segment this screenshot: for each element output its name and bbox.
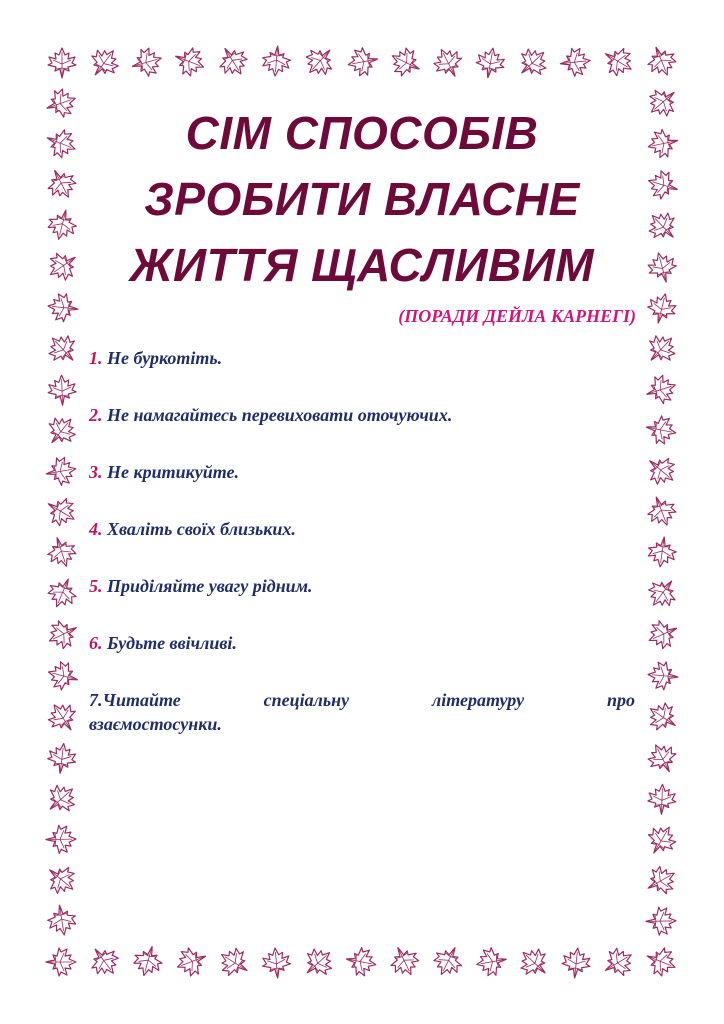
maple-leaf-icon xyxy=(41,492,81,531)
maple-leaf-icon xyxy=(647,660,679,691)
tip-number: 7. xyxy=(89,690,103,710)
tip-text: Не намагайтесь перевиховати оточуючих. xyxy=(107,405,453,425)
maple-leaf-icon xyxy=(512,42,553,83)
title-line-2: ЗРОБИТИ ВЛАСНЕ xyxy=(144,173,580,225)
maple-leaf-icon xyxy=(647,784,676,815)
tip-text: Приділяйте увагу рідним. xyxy=(107,576,313,596)
maple-leaf-icon xyxy=(643,697,684,737)
maple-leaf-icon xyxy=(46,825,76,854)
maple-leaf-icon xyxy=(429,941,468,980)
tip-continuation: взаємостосунки. xyxy=(89,714,222,734)
tip-text: Читайте xyxy=(102,690,181,710)
maple-leaf-icon xyxy=(171,43,209,80)
list-item xyxy=(89,460,635,484)
maple-leaf-icon xyxy=(642,943,680,980)
tip-word xyxy=(89,688,181,712)
maple-leaf-icon xyxy=(41,779,82,820)
page-title xyxy=(80,100,644,298)
maple-leaf-icon xyxy=(44,455,78,488)
tip-word: спеціальну xyxy=(263,690,350,710)
maple-leaf-icon xyxy=(646,907,676,936)
maple-leaf-icon xyxy=(48,375,77,406)
list-item xyxy=(89,688,635,736)
maple-leaf-icon xyxy=(643,42,680,80)
maple-leaf-icon xyxy=(42,164,81,203)
maple-leaf-icon xyxy=(42,125,80,162)
maple-leaf-icon xyxy=(641,861,681,900)
maple-leaf-icon xyxy=(46,742,77,775)
tip-word: літературу xyxy=(432,690,525,710)
tip-number: 4. xyxy=(89,519,103,539)
maple-leaf-icon xyxy=(45,658,81,693)
maple-leaf-icon xyxy=(641,450,682,491)
maple-leaf-icon xyxy=(644,413,679,446)
tip-text: Не критикуйте. xyxy=(107,462,240,482)
tip-first-line xyxy=(89,688,635,712)
tip-number: 2. xyxy=(89,405,103,425)
maple-leaf-icon xyxy=(47,292,80,323)
maple-leaf-icon xyxy=(299,41,340,82)
tip-text: Хваліть своїх близьких. xyxy=(107,519,296,539)
maple-leaf-icon xyxy=(644,615,683,653)
maple-leaf-icon xyxy=(213,41,253,81)
maple-leaf-icon xyxy=(346,45,381,78)
maple-leaf-icon xyxy=(45,207,79,243)
maple-leaf-icon xyxy=(42,329,83,370)
maple-leaf-icon xyxy=(84,941,124,982)
maple-leaf-icon xyxy=(642,573,682,614)
maple-leaf-icon xyxy=(46,903,78,937)
title-line-3: ЖИТТЯ ЩАСЛИВИМ xyxy=(129,239,595,291)
maple-leaf-icon xyxy=(48,48,76,78)
maple-leaf-icon xyxy=(642,82,683,123)
tip-word: про xyxy=(606,690,635,710)
maple-leaf-icon xyxy=(344,945,379,978)
maple-leaf-icon xyxy=(84,42,124,83)
maple-leaf-icon xyxy=(128,45,165,80)
maple-leaf-icon xyxy=(641,329,682,370)
tip-number: 5. xyxy=(89,576,103,596)
tip-number: 1. xyxy=(89,348,103,368)
tip-number: 6. xyxy=(89,633,103,653)
tips-list xyxy=(89,346,635,769)
maple-leaf-icon xyxy=(41,859,82,900)
maple-leaf-icon xyxy=(44,533,80,570)
subtitle: (ПОРАДИ ДЕЙЛА КАРНЕГІ) xyxy=(398,306,636,326)
maple-leaf-icon xyxy=(643,492,680,530)
list-item xyxy=(89,517,635,541)
maple-leaf-icon xyxy=(43,246,84,286)
maple-leaf-icon xyxy=(645,167,682,203)
maple-leaf-icon xyxy=(386,43,425,81)
maple-leaf-icon xyxy=(298,942,339,983)
maple-leaf-icon xyxy=(645,127,680,161)
maple-leaf-icon xyxy=(646,535,678,569)
maple-leaf-icon xyxy=(46,948,76,976)
list-item xyxy=(89,403,635,427)
maple-leaf-icon xyxy=(261,947,292,979)
maple-leaf-icon xyxy=(561,947,592,980)
maple-leaf-icon xyxy=(474,46,507,80)
maple-leaf-icon xyxy=(42,85,79,121)
maple-leaf-icon xyxy=(130,943,165,980)
maple-leaf-icon xyxy=(429,43,468,82)
maple-leaf-icon xyxy=(474,945,508,978)
maple-leaf-icon xyxy=(645,290,679,326)
maple-leaf-icon xyxy=(645,249,680,285)
maple-leaf-icon xyxy=(41,410,82,451)
maple-leaf-icon xyxy=(43,697,83,738)
maple-leaf-icon xyxy=(385,941,423,980)
maple-leaf-icon xyxy=(514,942,555,983)
maple-leaf-icon xyxy=(559,47,592,78)
maple-leaf-icon xyxy=(172,943,210,980)
maple-leaf-icon xyxy=(44,574,81,613)
list-item xyxy=(89,346,635,370)
title-line-1: СІМ СПОСОБІВ xyxy=(185,107,539,159)
tip-text: Не буркотіть. xyxy=(107,348,223,368)
maple-leaf-icon xyxy=(261,45,292,77)
maple-leaf-icon xyxy=(598,943,638,982)
tip-number: 3. xyxy=(89,462,103,482)
list-item xyxy=(89,574,635,598)
maple-leaf-icon xyxy=(642,206,683,247)
maple-leaf-icon xyxy=(643,739,682,778)
tip-text: Будьте ввічливі. xyxy=(107,633,237,653)
maple-leaf-icon xyxy=(43,615,82,653)
maple-leaf-icon xyxy=(642,820,681,860)
list-item xyxy=(89,631,635,655)
maple-leaf-icon xyxy=(598,42,638,81)
maple-leaf-icon xyxy=(642,372,679,408)
maple-leaf-icon xyxy=(214,943,254,983)
